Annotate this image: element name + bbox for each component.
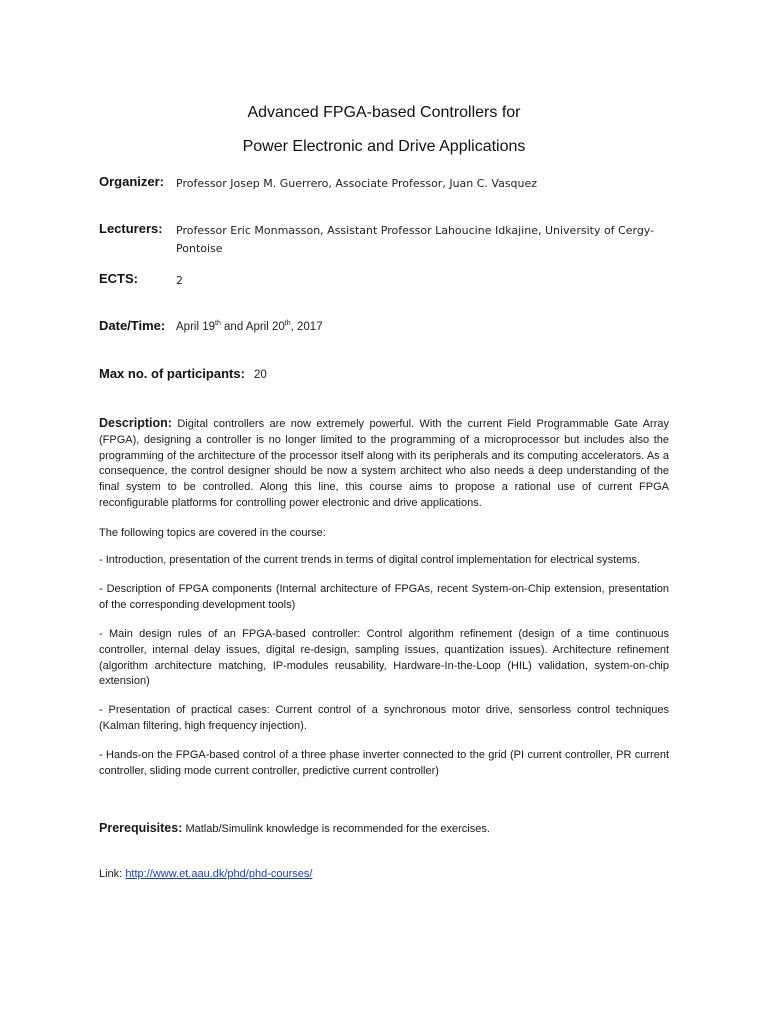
lecturers-value-line1: Professor Eric Monmasson, Assistant Professor Lahoucine Idkajine, University of Cergy-: [176, 224, 655, 237]
prerequisites-text: Matlab/Simulink knowledge is recommended for the exercises.: [185, 823, 490, 835]
topic-item-4: - Presentation of practical cases: Current control of a synchronous motor drive, sensorless control techniques (Kalman filtering, high frequency injection).: [99, 704, 669, 732]
organizer-label: Organizer:: [99, 174, 165, 189]
topic-item-1: - Introduction, presentation of the current trends in terms of digital control implementation for electrical systems.: [99, 554, 641, 566]
date-part-3: , 2017: [290, 321, 323, 333]
topic-item-2: - Description of FPGA components (Internal architecture of FPGAs, recent System-on-Chip extension, presentation of the corresponding development tools): [99, 583, 669, 611]
date-sup-2: th: [284, 320, 291, 328]
ects-label: ECTS:: [99, 271, 138, 286]
organizer-value: Professor Josep M. Guerrero, Associate Professor, Juan C. Vasquez: [176, 177, 538, 190]
participants-value: 20: [254, 369, 267, 381]
lecturers-label: Lecturers:: [99, 221, 163, 236]
date-part-1: April 19: [176, 321, 215, 333]
title-line-1: Advanced FPGA-based Controllers for: [247, 104, 521, 121]
description-label: Description:: [99, 416, 172, 430]
prerequisites-label: Prerequisites:: [99, 821, 183, 835]
topics-intro: The following topics are covered in the course:: [99, 527, 326, 539]
topic-item-3: - Main design rules of an FPGA-based controller: Control algorithm refinement (design of a time continuous controller, internal delay issues, digital re-design, sampling issues, quantization issues). Architecture refinement (algorithm architecture matching, IP-modules reusability, Hardware-In-the-Loop (HIL) validation, system-on-chip extension): [99, 628, 669, 688]
prerequisites-paragraph: [99, 821, 669, 838]
title-line-2: Power Electronic and Drive Applications: [242, 138, 526, 155]
date-value: [176, 318, 323, 337]
link-paragraph: [99, 867, 669, 883]
topic-item-5: - Hands-on the FPGA-based control of a three phase inverter connected to the grid (PI current controller, PR current controller, sliding mode current controller, predictive current controller): [99, 749, 669, 777]
date-part-2: and April 20: [220, 321, 285, 333]
date-label: Date/Time:: [99, 318, 166, 333]
phd-courses-link[interactable]: http://www.et.aau.dk/phd/phd-courses/: [125, 868, 313, 880]
description-paragraph: [99, 416, 669, 512]
link-label: Link:: [99, 868, 123, 880]
ects-value: 2: [176, 274, 183, 287]
lecturers-value-line2: Pontoise: [176, 242, 223, 255]
description-text: Digital controllers are now extremely powerful. With the current Field Programmable Gate Array (FPGA), designing a controller is no longer limited to the programming of a microprocessor but includes also the programming of the architecture of the processor itself along with its peripherals and its computing accelerators. As a consequence, the control designer should be now a system architect who also needs a deep understanding of the final system to be controlled. Along this line, this course aims to propose a rational use of current FPGA reconfigurable platforms for controlling power electronic and drive applications.: [99, 418, 670, 509]
date-sup-1: th: [215, 320, 221, 328]
participants-label: Max no. of participants:: [99, 366, 245, 381]
